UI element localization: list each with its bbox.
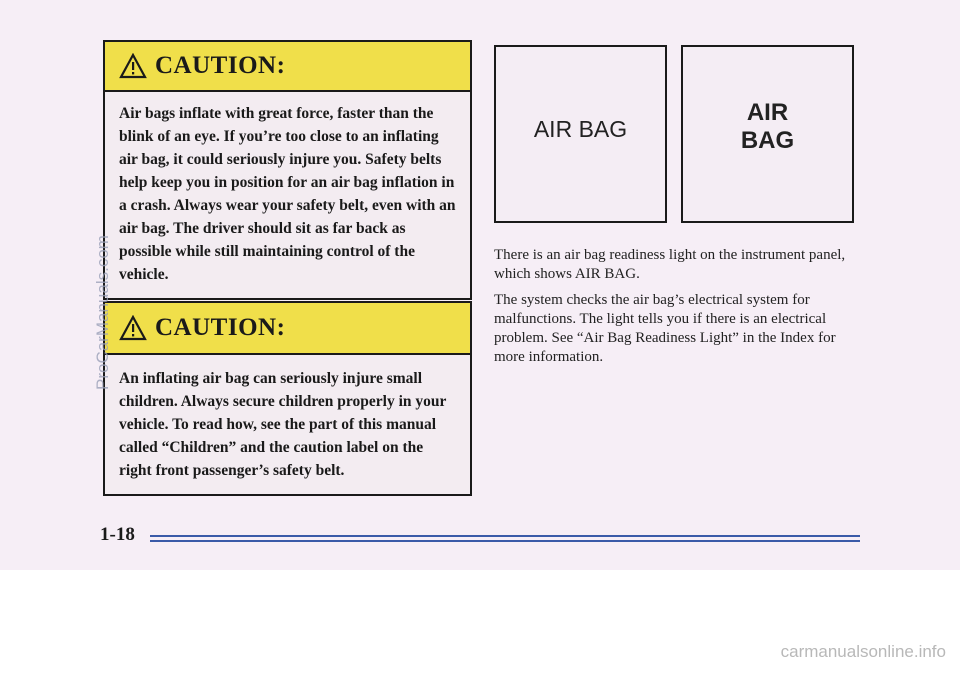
- airbag-indicator-panel-right: [681, 45, 854, 223]
- warning-triangle-icon: [119, 315, 147, 341]
- caution-text: An inflating air bag can seriously injure small children. Always secure children properly in your vehicle. To read how, see the part of this manual called “Children” and the caution label on the right front passenger’s safety belt.: [119, 370, 447, 479]
- caution-title: CAUTION:: [155, 52, 286, 79]
- footer-rule: [150, 535, 860, 537]
- footer-rule: [150, 540, 860, 542]
- airbag-label-line2: BAG: [740, 127, 795, 154]
- paragraph-readiness-light: There is an air bag readiness light on the instrument panel, which shows AIR BAG.: [494, 247, 846, 282]
- airbag-label: AIR BAG: [533, 115, 628, 142]
- watermark-bottom: carmanualsonline.info: [780, 642, 946, 661]
- caution-header: [105, 42, 470, 92]
- caution-box-2: [103, 301, 472, 496]
- caution-box-1: [103, 40, 472, 300]
- caution-text: Air bags inflate with great force, faster than the blink of an eye. If you’re too close to an inflating air bag, it could seriously injure you. Safety belts help keep you in position for an air bag inflation in a crash. Always wear your safety belt, even with an air bag. The driver should sit as far back as possible while still maintaining control of the vehicle.: [119, 105, 456, 283]
- warning-triangle-icon: [119, 53, 147, 79]
- airbag-indicator-panel-left: [494, 45, 667, 223]
- page-number: 1-18: [100, 524, 135, 545]
- caution-title: CAUTION:: [155, 314, 286, 341]
- caution-header: [105, 303, 470, 355]
- airbag-label-line1: AIR: [746, 99, 789, 126]
- paragraph-system-check: The system checks the air bag’s electrical system for malfunctions. The light tells you if there is an electrical problem. See “Air Bag Readiness Light” in the Index for more information.: [494, 292, 836, 365]
- watermark-side: ProCarManuals.com: [93, 235, 112, 390]
